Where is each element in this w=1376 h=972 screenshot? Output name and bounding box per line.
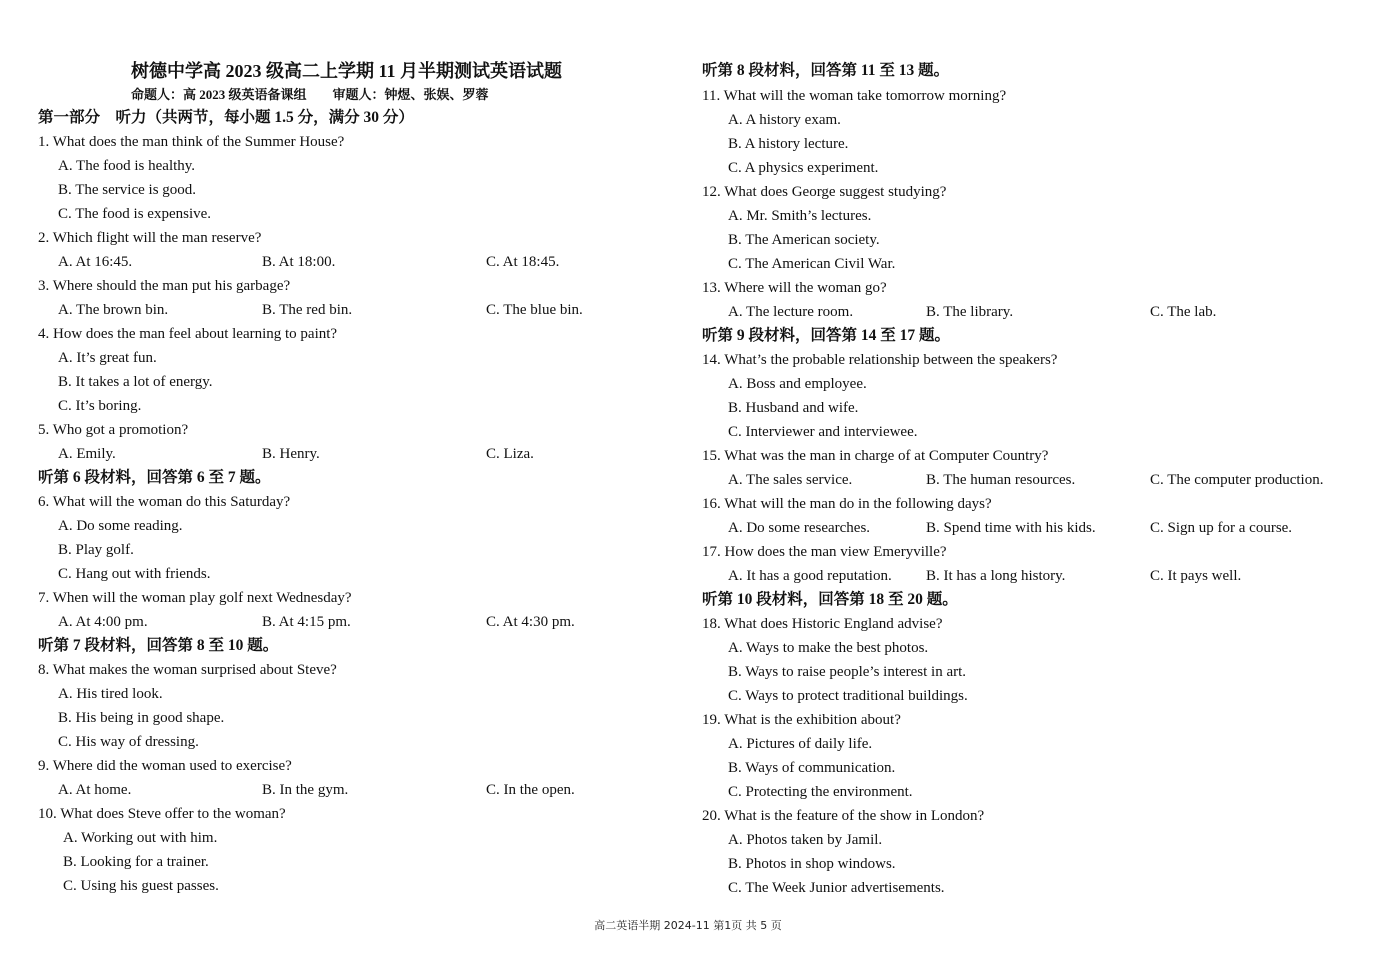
option-7c: C. At 4:30 pm. <box>486 614 575 630</box>
option-11a: A. A history exam. <box>728 112 841 128</box>
section-6-heading: 听第 6 段材料，回答第 6 至 7 题。 <box>38 469 271 486</box>
question-3: 3. Where should the man put his garbage? <box>38 278 291 294</box>
option-7a: A. At 4:00 pm. <box>58 614 148 630</box>
option-19a: A. Pictures of daily life. <box>728 736 873 752</box>
options-15 <box>702 468 1352 492</box>
authors-line: 命题人：高 2023 级英语备课组 审题人：钟煜、张娱、罗蓉 <box>131 87 489 102</box>
question-9: 9. Where did the woman used to exercise? <box>38 758 292 774</box>
question-1: 1. What does the man think of the Summer House? <box>38 134 345 150</box>
option-2c: C. At 18:45. <box>486 254 560 270</box>
option-15c: C. The computer production. <box>1150 472 1324 488</box>
page-footer: 高二英语半期 2024-11 第1页 共 5 页 <box>594 919 782 932</box>
option-15a: A. The sales service. <box>728 472 853 488</box>
options-9 <box>38 778 658 802</box>
option-20c: C. The Week Junior advertisements. <box>728 880 945 896</box>
option-16b: B. Spend time with his kids. <box>926 520 1096 536</box>
page-title: 树德中学高 2023 级高二上学期 11 月半期测试英语试题 <box>131 61 563 81</box>
option-4c: C. It’s boring. <box>58 398 142 414</box>
option-16a: A. Do some researches. <box>728 520 871 536</box>
question-4: 4. How does the man feel about learning to paint? <box>38 326 338 342</box>
option-12b: B. The American society. <box>728 232 880 248</box>
option-9c: C. In the open. <box>486 782 575 798</box>
question-5: 5. Who got a promotion? <box>38 422 189 438</box>
options-3 <box>38 298 658 322</box>
question-2: 2. Which flight will the man reserve? <box>38 230 262 246</box>
option-20b: B. Photos in shop windows. <box>728 856 896 872</box>
option-3c: C. The blue bin. <box>486 302 583 318</box>
option-14c: C. Interviewer and interviewee. <box>728 424 918 440</box>
option-6c: C. Hang out with friends. <box>58 566 211 582</box>
question-14: 14. What’s the probable relationship between the speakers? <box>702 352 1058 368</box>
option-1c: C. The food is expensive. <box>58 206 212 222</box>
question-17: 17. How does the man view Emeryville? <box>702 544 947 560</box>
option-10b: B. Looking for a trainer. <box>63 854 209 870</box>
option-19c: C. Protecting the environment. <box>728 784 913 800</box>
options-17 <box>702 564 1352 588</box>
options-5 <box>38 442 658 466</box>
option-17b: B. It has a long history. <box>926 568 1066 584</box>
options-2 <box>38 250 658 274</box>
left-column <box>38 58 658 898</box>
question-16: 16. What will the man do in the following days? <box>702 496 992 512</box>
question-20: 20. What is the feature of the show in London? <box>702 808 985 824</box>
option-2a: A. At 16:45. <box>58 254 133 270</box>
option-5a: A. Emily. <box>58 446 116 462</box>
option-8c: C. His way of dressing. <box>58 734 199 750</box>
option-3a: A. The brown bin. <box>58 302 169 318</box>
question-7: 7. When will the woman play golf next Wednesday? <box>38 590 352 606</box>
option-11c: C. A physics experiment. <box>728 160 879 176</box>
option-10c: C. Using his guest passes. <box>63 878 219 894</box>
option-14a: A. Boss and employee. <box>728 376 867 392</box>
option-2b: B. At 18:00. <box>262 254 336 270</box>
option-17c: C. It pays well. <box>1150 568 1242 584</box>
part1-heading: 第一部分 听力（共两节，每小题 1.5 分，满分 30 分） <box>38 109 414 126</box>
question-6: 6. What will the woman do this Saturday? <box>38 494 291 510</box>
options-13 <box>702 300 1352 324</box>
option-9b: B. In the gym. <box>262 782 349 798</box>
option-13a: A. The lecture room. <box>728 304 854 320</box>
option-8a: A. His tired look. <box>58 686 163 702</box>
option-6a: A. Do some reading. <box>58 518 183 534</box>
option-7b: B. At 4:15 pm. <box>262 614 351 630</box>
question-13: 13. Where will the woman go? <box>702 280 887 296</box>
option-9a: A. At home. <box>58 782 132 798</box>
option-4b: B. It takes a lot of energy. <box>58 374 213 390</box>
option-11b: B. A history lecture. <box>728 136 849 152</box>
right-column <box>702 58 1352 900</box>
question-10: 10. What does Steve offer to the woman? <box>38 806 286 822</box>
section-7-heading: 听第 7 段材料，回答第 8 至 10 题。 <box>38 637 279 654</box>
section-10-heading: 听第 10 段材料，回答第 18 至 20 题。 <box>702 591 958 608</box>
section-8-heading: 听第 8 段材料，回答第 11 至 13 题。 <box>702 62 950 79</box>
options-7 <box>38 610 658 634</box>
option-18c: C. Ways to protect traditional buildings. <box>728 688 968 704</box>
option-13c: C. The lab. <box>1150 304 1217 320</box>
option-20a: A. Photos taken by Jamil. <box>728 832 883 848</box>
option-6b: B. Play golf. <box>58 542 134 558</box>
option-14b: B. Husband and wife. <box>728 400 859 416</box>
option-15b: B. The human resources. <box>926 472 1076 488</box>
option-19b: B. Ways of communication. <box>728 760 896 776</box>
option-13b: B. The library. <box>926 304 1014 320</box>
option-3b: B. The red bin. <box>262 302 353 318</box>
option-10a: A. Working out with him. <box>63 830 218 846</box>
question-19: 19. What is the exhibition about? <box>702 712 901 728</box>
section-9-heading: 听第 9 段材料，回答第 14 至 17 题。 <box>702 327 951 344</box>
option-4a: A. It’s great fun. <box>58 350 157 366</box>
option-17a: A. It has a good reputation. <box>728 568 892 584</box>
option-5c: C. Liza. <box>486 446 534 462</box>
question-18: 18. What does Historic England advise? <box>702 616 943 632</box>
question-12: 12. What does George suggest studying? <box>702 184 947 200</box>
option-18b: B. Ways to raise people’s interest in art. <box>728 664 967 680</box>
question-11: 11. What will the woman take tomorrow morning? <box>702 88 1007 104</box>
option-1b: B. The service is good. <box>58 182 197 198</box>
option-8b: B. His being in good shape. <box>58 710 225 726</box>
option-1a: A. The food is healthy. <box>58 158 196 174</box>
option-5b: B. Henry. <box>262 446 320 462</box>
question-8: 8. What makes the woman surprised about Steve? <box>38 662 337 678</box>
option-18a: A. Ways to make the best photos. <box>728 640 929 656</box>
options-16 <box>702 516 1352 540</box>
question-15: 15. What was the man in charge of at Computer Country? <box>702 448 1049 464</box>
option-12c: C. The American Civil War. <box>728 256 896 272</box>
option-16c: C. Sign up for a course. <box>1150 520 1293 536</box>
option-12a: A. Mr. Smith’s lectures. <box>728 208 872 224</box>
